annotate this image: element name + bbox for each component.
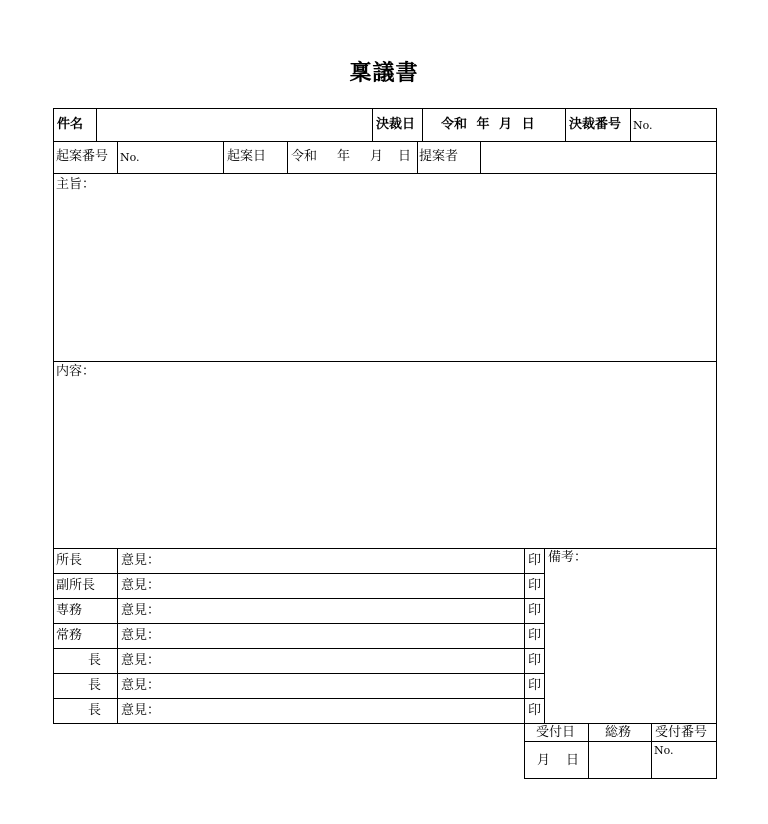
approval-role: 長 [88, 653, 102, 668]
approval-opinion-label[interactable]: 意見： [121, 578, 161, 593]
approval-role: 専務 [56, 603, 83, 618]
purpose-area[interactable] [55, 193, 715, 359]
reception-dept-label: 総務 [605, 725, 632, 740]
proposer-label: 提案者 [419, 149, 459, 164]
reception-number-value[interactable]: No. [654, 744, 674, 757]
remarks-label: 備考： [548, 550, 588, 565]
content-label: 内容： [56, 364, 96, 379]
draft-number-value[interactable]: No. [120, 151, 140, 164]
draft-date-year: 年 [337, 149, 351, 164]
seal-mark[interactable]: 印 [528, 553, 542, 568]
draft-date-era: 令和 [291, 149, 318, 164]
draft-number-label: 起案番号 [56, 149, 109, 164]
draft-date-month: 月 [370, 149, 384, 164]
decision-date-value[interactable]: 令和 年 月 日 [441, 117, 535, 132]
approval-opinion-label[interactable]: 意見： [121, 628, 161, 643]
purpose-label: 主旨： [56, 177, 96, 192]
approval-role: 長 [88, 678, 102, 693]
approval-opinion-label[interactable]: 意見： [121, 653, 161, 668]
seal-mark[interactable]: 印 [528, 678, 542, 693]
seal-mark[interactable]: 印 [528, 653, 542, 668]
draft-date-day: 日 [398, 149, 412, 164]
seal-mark[interactable]: 印 [528, 578, 542, 593]
reception-date-day: 日 [566, 753, 580, 768]
approval-role: 常務 [56, 628, 83, 643]
reception-dept-seal-area[interactable] [590, 743, 650, 777]
approval-opinion-label[interactable]: 意見： [121, 553, 161, 568]
reception-date-month: 月 [537, 753, 551, 768]
seal-mark[interactable]: 印 [528, 628, 542, 643]
draft-date-label: 起案日 [227, 149, 267, 164]
document-title: 稟議書 [349, 61, 419, 86]
approval-opinion-label[interactable]: 意見： [121, 703, 161, 718]
approval-role: 所長 [56, 553, 83, 568]
reception-date-label: 受付日 [536, 725, 576, 740]
seal-mark[interactable]: 印 [528, 603, 542, 618]
decision-date-label: 決裁日 [376, 117, 416, 132]
approval-role: 長 [88, 703, 102, 718]
remarks-area[interactable] [546, 566, 715, 722]
decision-number-label: 決裁番号 [569, 117, 622, 132]
approval-role: 副所長 [56, 578, 96, 593]
approval-opinion-label[interactable]: 意見： [121, 678, 161, 693]
reception-number-label: 受付番号 [655, 725, 708, 740]
approval-opinion-label[interactable]: 意見： [121, 603, 161, 618]
subject-label: 件名 [57, 117, 84, 132]
decision-number-value[interactable]: No. [633, 119, 653, 132]
content-area[interactable] [55, 380, 715, 546]
seal-mark[interactable]: 印 [528, 703, 542, 718]
